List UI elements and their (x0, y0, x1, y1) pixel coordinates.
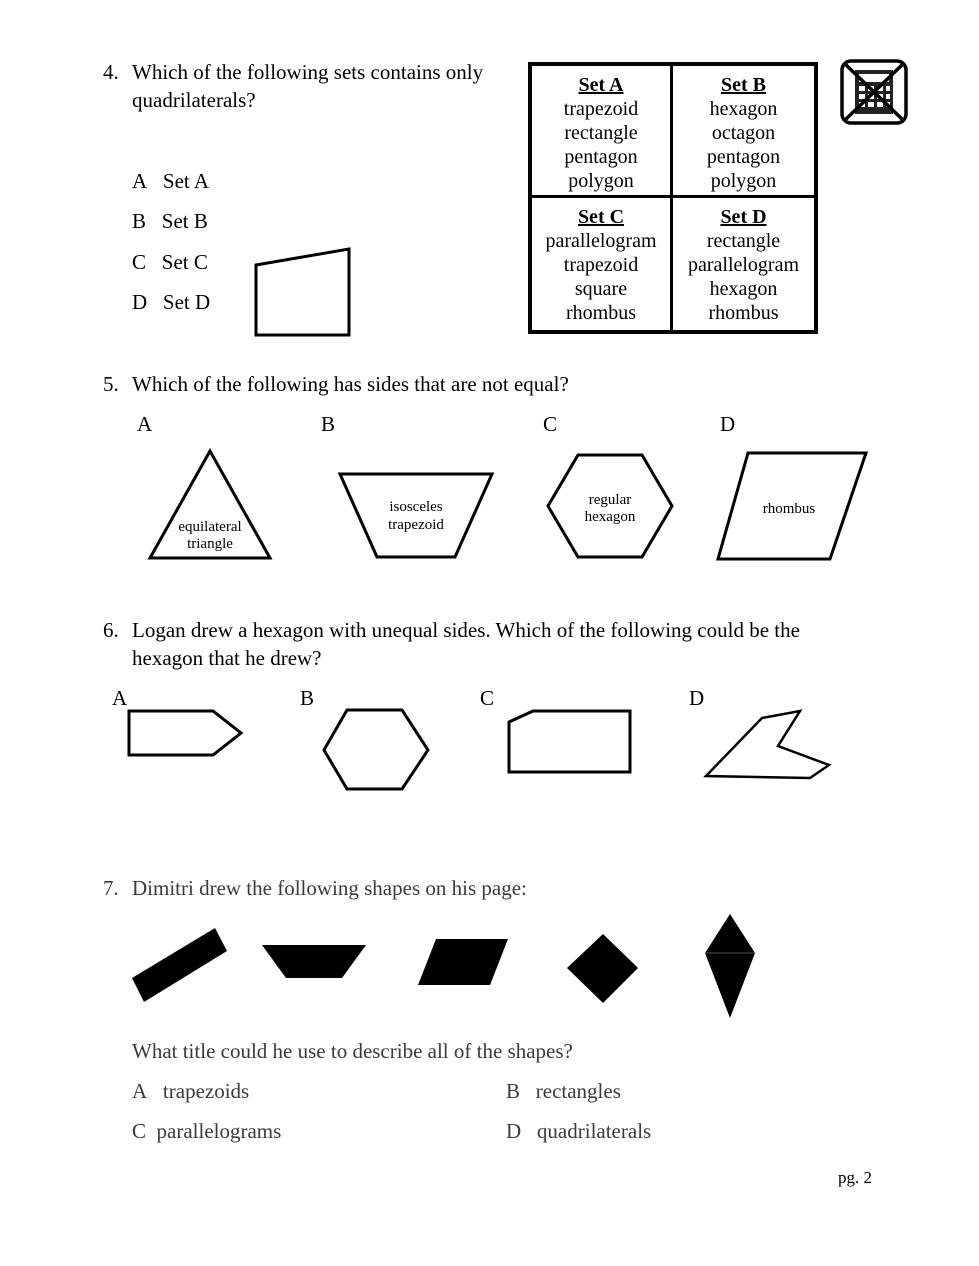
choice-letter: B (506, 1079, 521, 1103)
set-b-title: Set B (721, 74, 766, 96)
q5-option-b-letter[interactable]: B (321, 412, 336, 436)
q5-option-a-triangle[interactable] (140, 445, 280, 565)
shape-label: equilateral (178, 519, 242, 535)
set-c-item: square (574, 278, 628, 300)
choice-text: Set B (161, 209, 208, 233)
choice-letter: D (132, 290, 148, 314)
q6-question-line1: Logan drew a hexagon with unequal sides. Which of the following could be the (132, 618, 800, 642)
choice-text: rectangles (535, 1079, 621, 1103)
no-calculator-icon (838, 58, 910, 126)
q5-option-c-letter[interactable]: C (543, 412, 558, 436)
set-d-item: rhombus (708, 302, 779, 324)
set-a-item: rectangle (564, 122, 638, 144)
q6-option-d-letter[interactable]: D (689, 686, 705, 710)
choice-text: parallelograms (156, 1119, 282, 1143)
q4-choice-a[interactable] (132, 167, 209, 195)
set-b-cell (673, 66, 814, 198)
set-c-item: parallelogram (545, 230, 657, 252)
choice-letter: A (132, 169, 148, 193)
q6-option-a-shape[interactable] (125, 707, 247, 759)
set-d-item: rectangle (706, 230, 781, 252)
set-a-cell (532, 66, 673, 198)
choice-text: Set A (162, 169, 210, 193)
q5-option-d-rhombus[interactable] (712, 447, 872, 565)
set-a-title: Set A (578, 74, 624, 96)
page-number: pg. 2 (838, 1168, 872, 1187)
q7-choice-b[interactable] (506, 1077, 621, 1105)
set-c-item: trapezoid (563, 254, 639, 276)
q5-option-b-trapezoid[interactable] (335, 468, 500, 563)
q6-option-c-shape[interactable] (505, 707, 635, 777)
set-d-item: hexagon (709, 278, 778, 300)
set-d-title: Set D (720, 206, 767, 228)
q6-number: 6. (103, 618, 119, 642)
choice-text: trapezoids (162, 1079, 250, 1103)
set-b-item: octagon (711, 122, 776, 144)
shape-label: regular (588, 492, 632, 508)
shape-label: triangle (187, 536, 233, 552)
q7-question: Dimitri drew the following shapes on his page: (132, 876, 527, 900)
q7-choice-c[interactable] (132, 1117, 281, 1145)
choice-text: Set C (161, 250, 208, 274)
set-a-item: trapezoid (563, 98, 639, 120)
q4-choice-c[interactable] (132, 248, 208, 276)
shape-label: rhombus (762, 501, 816, 517)
set-c-title: Set C (577, 206, 625, 228)
set-c-cell (532, 198, 673, 330)
q5-option-a-letter[interactable]: A (137, 412, 153, 436)
set-b-item: pentagon (706, 146, 781, 168)
q7-choice-d[interactable] (506, 1117, 651, 1145)
set-d-cell (673, 198, 814, 330)
q7-choice-a[interactable] (132, 1077, 249, 1105)
shape-label: trapezoid (388, 517, 444, 533)
choice-letter: C (132, 1119, 147, 1143)
q4-trapezoid-figure (250, 245, 355, 340)
set-a-item: pentagon (564, 146, 638, 168)
q5-number: 5. (103, 372, 119, 396)
set-c-item: rhombus (566, 302, 636, 324)
choice-letter: B (132, 209, 147, 233)
q4-question-line2: quadrilaterals? (132, 88, 256, 112)
set-b-item: hexagon (709, 98, 778, 120)
sets-table (528, 62, 818, 334)
q5-question: Which of the following has sides that are not equal? (132, 372, 569, 396)
q6-option-b-letter[interactable]: B (300, 686, 315, 710)
shape-label: isosceles (389, 499, 443, 515)
q7-shape-rectangle (125, 920, 235, 1015)
choice-letter: C (132, 250, 147, 274)
q4-number: 4. (103, 60, 119, 84)
q4-choice-b[interactable] (132, 207, 208, 235)
q6-question-line2: hexagon that he drew? (132, 646, 322, 670)
q7-shape-square (563, 930, 643, 1008)
shape-label: hexagon (584, 509, 636, 525)
q7-shape-kite (700, 910, 760, 1022)
q6-option-d-shape[interactable] (700, 706, 835, 784)
choice-text: Set D (162, 290, 211, 314)
q6-option-c-letter[interactable]: C (480, 686, 495, 710)
set-d-item: parallelogram (687, 254, 800, 276)
choice-letter: A (132, 1079, 148, 1103)
q7-prompt: What title could he use to describe all of the shapes? (132, 1039, 573, 1063)
q7-shape-parallelogram (414, 934, 512, 990)
set-b-item: polygon (710, 170, 777, 192)
q6-option-a-letter[interactable]: A (112, 686, 128, 710)
q5-option-d-letter[interactable]: D (720, 412, 736, 436)
q6-option-b-shape[interactable] (320, 706, 432, 794)
q4-choice-d[interactable] (132, 288, 210, 316)
choice-text: quadrilaterals (536, 1119, 652, 1143)
q4-question-line1: Which of the following sets contains only (132, 60, 484, 84)
q7-number: 7. (103, 876, 119, 900)
set-a-item: polygon (568, 170, 634, 192)
q7-shape-trapezoid (258, 940, 370, 984)
q5-option-c-hexagon[interactable] (543, 450, 678, 565)
choice-letter: D (506, 1119, 522, 1143)
